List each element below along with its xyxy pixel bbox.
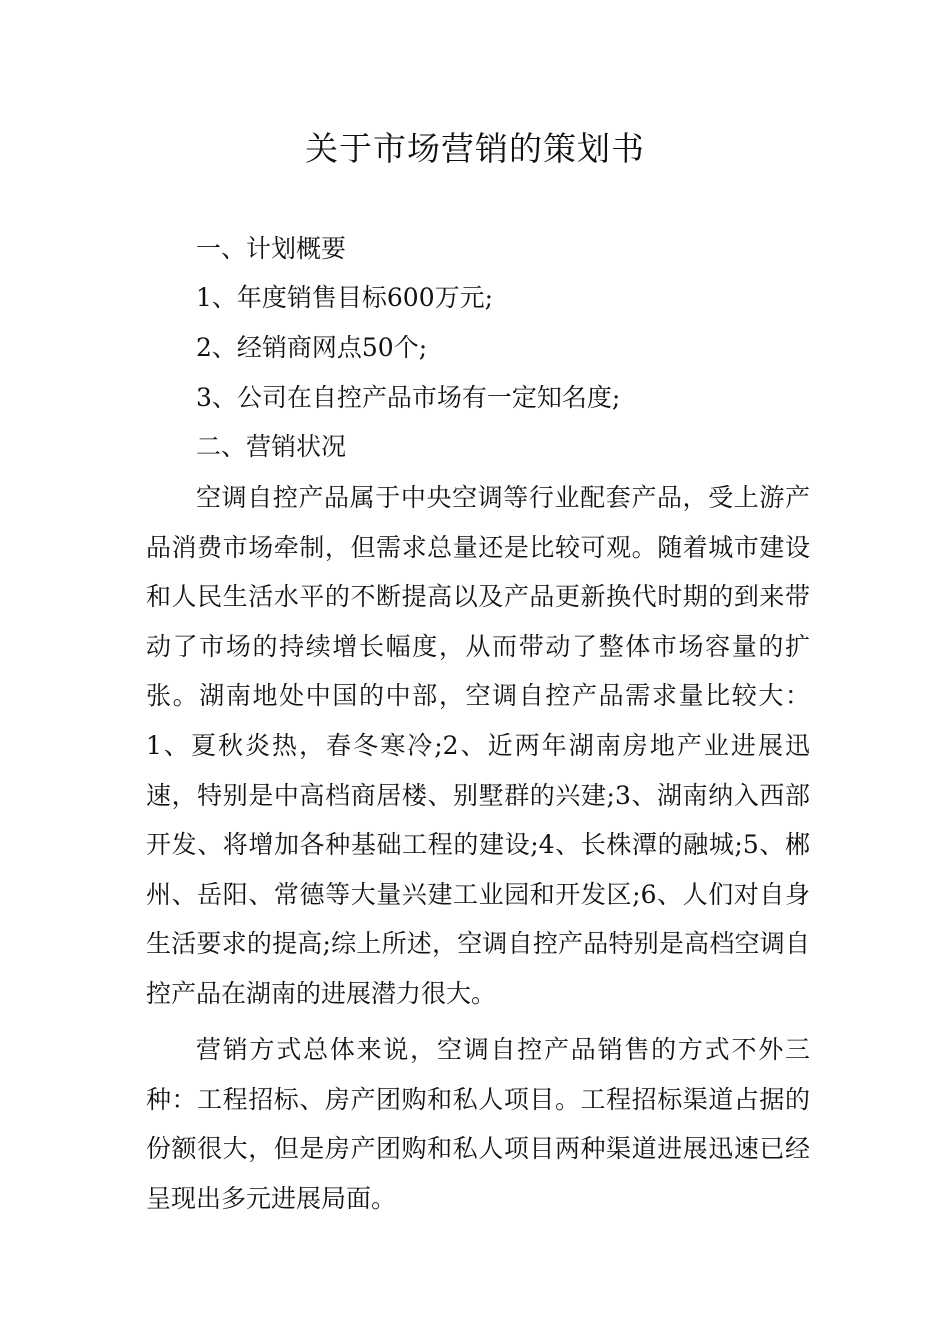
list-item-dealer-outlets: 2、经销商网点50个; — [196, 333, 428, 362]
paragraph-sales-methods: 营销方式总体来说，空调自控产品销售的方式不外三种：工程招标、房产团购和私人项目。工程招标渠道占据的份额很大，但是房产团购和私人项目两种渠道进展迅速已经呈现出多元进展局面。 — [146, 1035, 810, 1213]
section-heading-marketing-status: 二、营销状况 — [196, 432, 347, 461]
paragraph-market-analysis: 空调自控产品属于中央空调等行业配套产品，受上游产品消费市场牵制，但需求总量还是比较可观。随着城市建设和人民生活水平的不断提高以及产品更新换代时期的到来带动了市场的持续增长幅度，从而带动了整体市场容量的扩张。湖南地处中国的中部，空调自控产品需求量比较大：1、夏秋炎热，春冬寒冷;2、近两年湖南房地产业进展迅速，特别是中高档商居楼、别墅群的兴建;3、湖南纳入西部开发、将增加各种基础工程的建设;4、长株潭的融城;5、郴州、岳阳、常德等大量兴建工业园和开发区;6、人们对自身生活要求的提高;综上所述，空调自控产品特别是高档空调自控产品在湖南的进展潜力很大。 — [146, 483, 810, 1008]
list-item-brand-awareness: 3、公司在自控产品市场有一定知名度; — [196, 383, 621, 412]
list-item-sales-target: 1、年度销售目标600万元; — [196, 283, 494, 312]
section-heading-plan-summary: 一、计划概要 — [196, 234, 347, 263]
document-title: 关于市场营销的策划书 — [305, 129, 645, 168]
